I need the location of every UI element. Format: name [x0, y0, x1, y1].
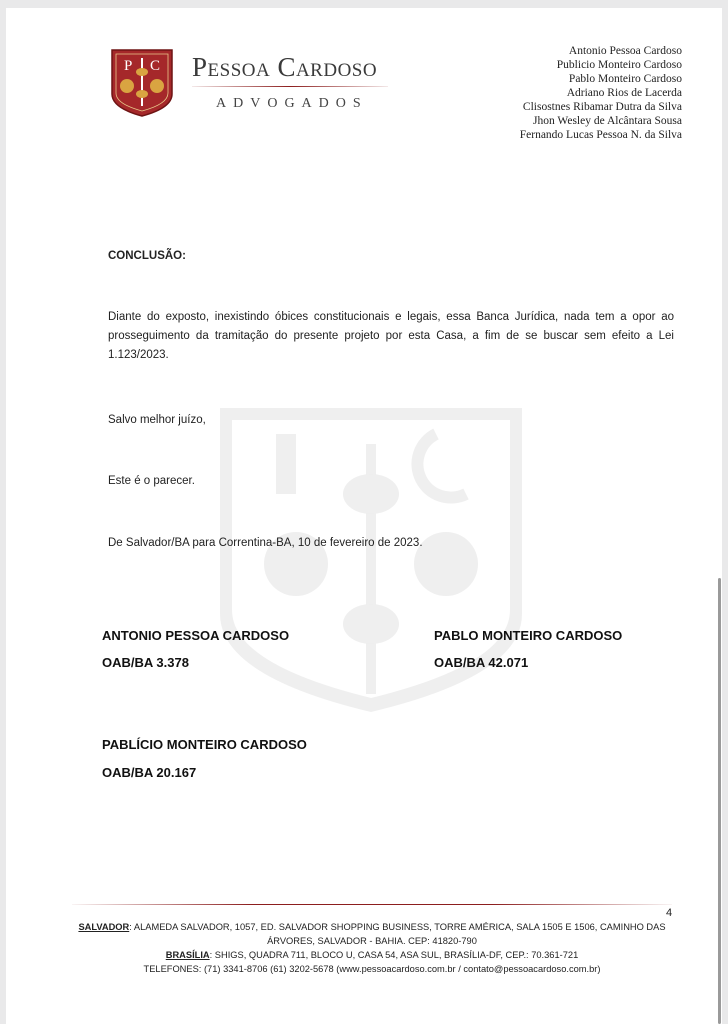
brand-divider	[192, 86, 388, 87]
partner-name: Adriano Rios de Lacerda	[566, 87, 682, 99]
partner-name: Antonio Pessoa Cardoso	[568, 45, 682, 57]
conclusion-paragraph: Diante do exposto, inexistindo óbices constitucionais e legais, essa Banca Jurídica, nada tem a opor ao prosseguimento da tramitação do presente projeto por esta Casa, a fim de se buscar sem efeito a Lei 1.123/2023.	[108, 311, 674, 361]
signature-name: PABLÍCIO MONTEIRO CARDOSO	[102, 737, 307, 752]
partner-name: Clisostnes Ribamar Dutra da Silva	[522, 101, 682, 113]
logo-letter-c: C	[150, 58, 161, 74]
signature-oab: OAB/BA 3.378	[102, 655, 189, 670]
footer-brasilia-address: : SHIGS, QUADRA 711, BLOCO U, CASA 54, ASA SUL, BRASÍLIA-DF, CEP.: 70.361-721	[209, 950, 579, 960]
closing-line: Salvo melhor juízo,	[108, 414, 206, 426]
logo-letter-p: P	[124, 58, 133, 74]
conclusion-heading: CONCLUSÃO:	[108, 250, 186, 262]
brand-name: Pessoa Cardoso	[192, 52, 378, 82]
partner-name: Jhon Wesley de Alcântara Sousa	[533, 115, 682, 127]
signature-oab: OAB/BA 20.167	[102, 765, 197, 780]
firm-logo-shield	[110, 48, 174, 118]
partner-name: Fernando Lucas Pessoa N. da Silva	[519, 129, 682, 141]
closing-line: Este é o parecer.	[108, 475, 195, 487]
footer-salvador-label: SALVADOR	[78, 922, 130, 932]
document-page	[6, 8, 722, 1024]
page-number: 4	[666, 907, 673, 919]
signature-name: ANTONIO PESSOA CARDOSO	[102, 628, 290, 643]
partner-name: Publicio Monteiro Cardoso	[556, 59, 682, 71]
brand-subtitle: ADVOGADOS	[216, 96, 368, 111]
signature-oab: OAB/BA 42.071	[434, 655, 529, 670]
signature-name: PABLO MONTEIRO CARDOSO	[434, 628, 623, 643]
scrollbar[interactable]	[718, 578, 721, 1024]
partner-name: Pablo Monteiro Cardoso	[568, 73, 682, 85]
footer-address	[72, 920, 672, 976]
footer-brasilia-label: BRASÍLIA	[165, 950, 210, 960]
partners-list	[520, 44, 682, 142]
footer-phones: TELEFONES: (71) 3341-8706 (61) 3202-5678 (www.pessoacardoso.com.br / contato@pessoacardoso.com.br)	[143, 964, 601, 974]
footer-salvador-address: : ALAMEDA SALVADOR, 1057, ED. SALVADOR SHOPPING BUSINESS, TORRE AMÉRICA, SALA 1505 E 1506, CAMINHO DAS ÁRVORES, SALVADOR - BAHIA. CEP: 41820-790	[129, 922, 666, 946]
place-date-line: De Salvador/BA para Correntina-BA, 10 de fevereiro de 2023.	[108, 537, 423, 549]
footer-divider	[72, 904, 672, 905]
